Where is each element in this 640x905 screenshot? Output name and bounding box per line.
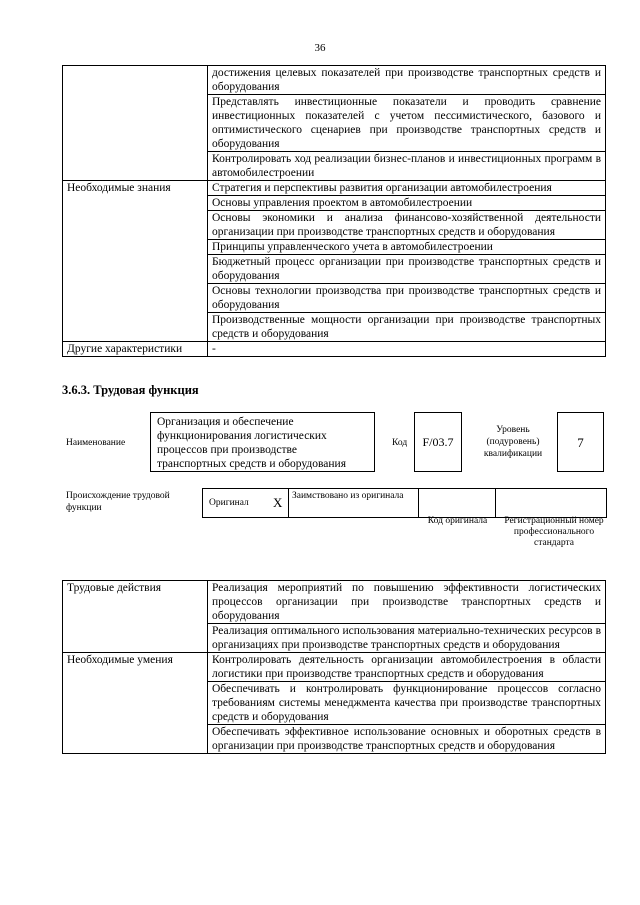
original-label: Оригинал [209,498,249,508]
origin-box [202,488,607,518]
row-label: Необходимые знания [63,181,208,342]
table-row [63,581,606,624]
original-mark: X [273,495,283,510]
code-value: F/03.7 [422,435,454,449]
knowledge-table [62,65,606,357]
origin-label: Происхождение трудовой функции [66,491,170,513]
level-value: 7 [577,435,584,450]
table-row [63,342,606,357]
cell-text: Основы технологии производства при производстве транспортных средств и оборудования [208,284,606,313]
row-label [63,66,208,181]
cell-text: - [208,342,606,357]
function-name-box [150,412,375,472]
cell-text: Обеспечивать эффективное использование основных и оборотных средств в организации при производстве транспортных средств и оборудования [208,725,606,754]
level-box [557,412,604,472]
divider [418,489,419,517]
cell-text: Представлять инвестиционные показатели и проводить сравнение инвестиционных показателей с учетом пессимистического, базового и оптимистического сценариев при производстве транспортных средств и оборудования [208,95,606,152]
level-label: Уровень (подуровень) квалификации [483,425,543,459]
cell-text: Основы экономики и анализа финансово-хозяйственной деятельности организации при производстве транспортных средств и оборудования [208,211,606,240]
row-label: Необходимые умения [63,653,208,754]
cell-text: Производственные мощности организации при производстве транспортных средств и оборудования [208,313,606,342]
divider [288,489,289,517]
cell-text: Реализация оптимального использования материально-технических ресурсов в организациях при производстве транспортных средств и оборудования [208,624,606,653]
cell-text: Принципы управленческого учета в автомобилестроении [208,240,606,255]
cell-text: Обеспечивать и контролировать функционирование процессов согласно требованиям системы менеджмента качества при производстве транспортных средств и оборудования [208,682,606,725]
cell-text: Реализация мероприятий по повышению эффективности логистических процессов организации при производстве транспортных средств и оборудования [208,581,606,624]
borrowed-label: Заимствовано из оригинала [292,491,404,501]
row-label: Трудовые действия [63,581,208,653]
code-box [414,412,462,472]
function-name: Организация и обеспечение функционирования логистических процессов при производстве транспортных средств и оборудования [157,416,346,470]
code-label: Код [392,438,408,448]
page-number: 36 [314,42,326,54]
table-row [63,181,606,196]
cell-text: достижения целевых показателей при производстве транспортных средств и оборудования [208,66,606,95]
cell-text: Бюджетный процесс организации при производстве транспортных средств и оборудования [208,255,606,284]
code-original-label: Код оригинала [427,516,488,526]
name-label: Наименование [66,438,126,448]
cell-text: Основы управления проектом в автомобилестроении [208,196,606,211]
divider [495,489,496,517]
table-row [63,653,606,682]
reg-number-label: Регистрационный номер профессионального стандарта [504,516,604,548]
cell-text: Стратегия и перспективы развития организации автомобилестроения [208,181,606,196]
cell-text: Контролировать ход реализации бизнес-планов и инвестиционных программ в автомобилестроении [208,152,606,181]
section-heading: 3.6.3. Трудовая функция [62,383,199,397]
table-row [63,66,606,95]
row-label: Другие характеристики [63,342,208,357]
cell-text: Контролировать деятельность организации автомобилестроения в области логистики при производстве транспортных средств и оборудования [208,653,606,682]
actions-table [62,580,606,754]
